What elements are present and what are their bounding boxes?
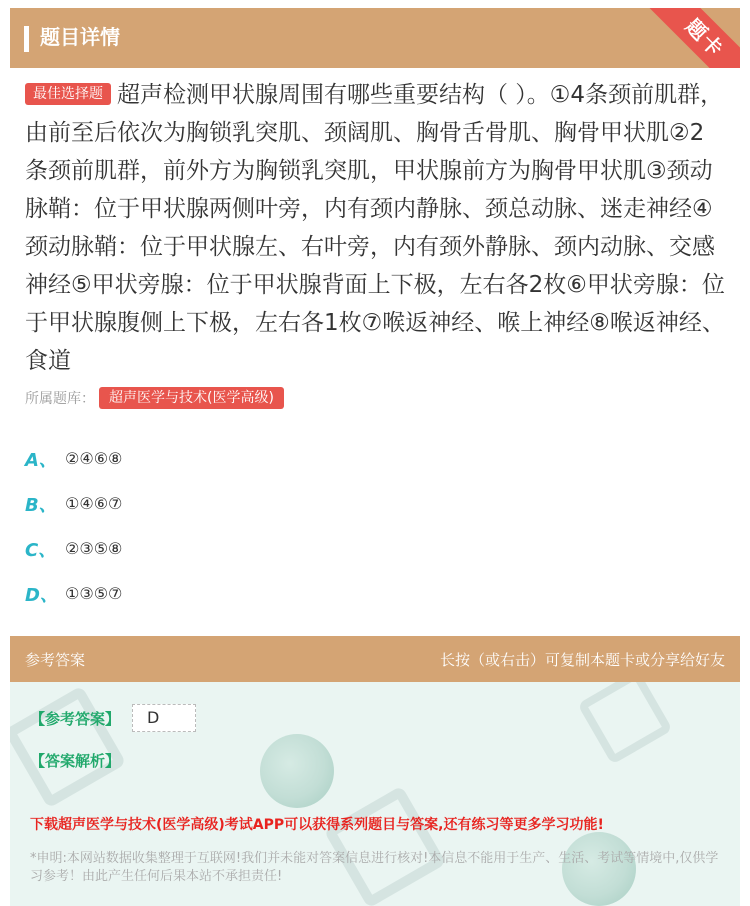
option-b[interactable] xyxy=(25,481,122,526)
page-title: 题目详情 xyxy=(40,25,120,49)
question-type-badge: 最佳选择题 xyxy=(25,83,111,105)
answer-value: D xyxy=(132,704,196,732)
question-text: 超声检测甲状腺周围有哪些重要结构（ ）。①4条颈前肌群，由前至后依次为胸锁乳突肌、颈阔肌、胸骨舌骨肌、胸骨甲状肌②2条颈前肌群，前外方为胸锁乳突肌，甲状腺前方为胸骨甲状肌③颈动脉鞘：位于甲状腺两侧叶旁，内有颈内静脉、颈总动脉、迷走神经④颈动脉鞘：位于甲状腺左、右叶旁，内有颈外静脉、颈内动脉、交感神经⑤甲状旁腺：位于甲状腺背面上下极，左右各2枚⑥甲状旁腺：位于甲状腺腹侧上下极，左右各1枚⑦喉返神经、喉上神经⑧喉返神经、食道 xyxy=(25,82,725,374)
option-text: ②③⑤⑧ xyxy=(65,539,123,558)
header-accent-bar xyxy=(24,26,29,52)
watermark-glyph xyxy=(324,786,447,906)
option-letter: A、 xyxy=(25,449,57,471)
options-list xyxy=(25,436,122,616)
option-text: ①④⑥⑦ xyxy=(65,494,123,513)
option-d[interactable] xyxy=(25,571,122,616)
answer-section-title: 参考答案 xyxy=(25,651,86,669)
option-text: ②④⑥⑧ xyxy=(65,449,123,468)
watermark-glyph xyxy=(577,682,673,765)
analysis-label: 【答案解析】 xyxy=(30,752,121,770)
share-hint: 长按（或右击）可复制本题卡或分享给好友 xyxy=(439,651,725,669)
header-bar xyxy=(10,8,740,68)
option-letter: C、 xyxy=(25,539,57,561)
answer-section-body xyxy=(10,682,740,906)
watermark-logo xyxy=(260,734,334,808)
disclaimer-text: *申明:本网站数据收集整理于互联网!我们并未能对答案信息进行核对!本信息不能用于生产、生活、考试等情境中,仅供学习参考！由此产生任何后果本站不承担责任! xyxy=(30,851,719,884)
question-bank xyxy=(25,386,284,410)
download-app-link[interactable]: 下载超声医学与技术(医学高级)考试APP可以获得系列题目与答案,还有练习等更多学习功能! xyxy=(30,817,604,833)
watermark-glyph xyxy=(10,686,126,809)
option-a[interactable] xyxy=(25,436,122,481)
question-stem xyxy=(25,76,725,380)
card-ribbon: 题卡 xyxy=(639,8,740,68)
bank-label: 所属题库： xyxy=(25,391,95,407)
answer-label: 【参考答案】 xyxy=(30,710,121,728)
answer-section-header xyxy=(10,636,740,682)
option-c[interactable] xyxy=(25,526,122,571)
bank-tag[interactable]: 超声医学与技术(医学高级) xyxy=(99,387,284,409)
option-letter: B、 xyxy=(25,494,57,516)
option-text: ①③⑤⑦ xyxy=(65,584,123,603)
option-letter: D、 xyxy=(25,584,58,606)
